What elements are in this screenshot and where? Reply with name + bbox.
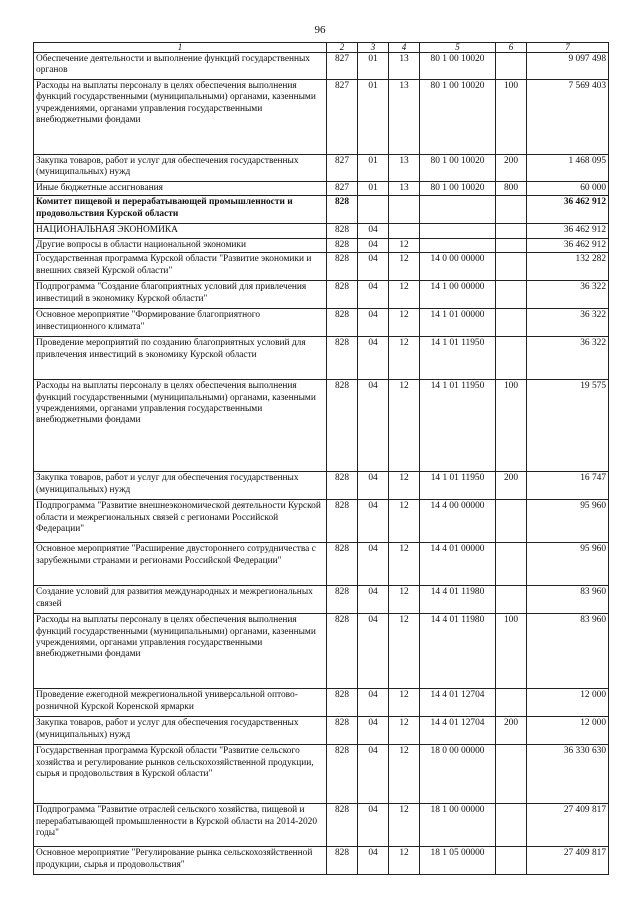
table-row: [34, 253, 609, 281]
row-name: Другие вопросы в области национальной экономики: [34, 238, 327, 252]
row-ved: 828: [327, 472, 358, 500]
row-amount: 60 000: [527, 182, 609, 196]
row-section: 04: [358, 689, 389, 717]
row-ved: 828: [327, 717, 358, 745]
row-subsection: 13: [389, 182, 420, 196]
table-row: [34, 281, 609, 309]
table-row: [34, 689, 609, 717]
row-ved: 828: [327, 196, 358, 224]
row-amount: 95 960: [527, 500, 609, 543]
row-ved: 828: [327, 847, 358, 875]
row-subsection: 12: [389, 337, 420, 380]
row-ved: 828: [327, 689, 358, 717]
row-expense-type: [496, 847, 527, 875]
row-amount: 95 960: [527, 543, 609, 586]
row-name: Государственная программа Курской области "Развитие экономики и внешних связей Курской области": [34, 253, 327, 281]
row-amount: 19 575: [527, 380, 609, 472]
row-subsection: 12: [389, 717, 420, 745]
row-target-article: 80 1 00 10020: [420, 80, 496, 155]
row-subsection: 12: [389, 614, 420, 689]
row-target-article: 18 1 05 00000: [420, 847, 496, 875]
row-subsection: 12: [389, 380, 420, 472]
row-ved: 828: [327, 309, 358, 337]
row-ved: 828: [327, 238, 358, 252]
row-section: 04: [358, 472, 389, 500]
row-target-article: 14 4 01 12704: [420, 717, 496, 745]
row-expense-type: [496, 281, 527, 309]
table-row: [34, 337, 609, 380]
row-amount: 1 468 095: [527, 155, 609, 182]
column-number-row: [34, 43, 609, 53]
row-section: 04: [358, 253, 389, 281]
row-section: 04: [358, 717, 389, 745]
row-expense-type: [496, 689, 527, 717]
row-section: 04: [358, 847, 389, 875]
row-expense-type: [496, 224, 527, 238]
row-target-article: 14 0 00 00000: [420, 253, 496, 281]
row-ved: 828: [327, 281, 358, 309]
row-amount: 36 462 912: [527, 196, 609, 224]
row-name: Создание условий для развития международных и межрегиональных связей: [34, 586, 327, 614]
row-target-article: 80 1 00 10020: [420, 155, 496, 182]
row-name: Подпрограмма "Создание благоприятных условий для привлечения инвестиций в экономику Курской области": [34, 281, 327, 309]
row-section: 01: [358, 155, 389, 182]
row-ved: 828: [327, 614, 358, 689]
column-header: 3: [358, 43, 389, 53]
row-ved: 827: [327, 53, 358, 80]
row-subsection: 12: [389, 472, 420, 500]
row-name: Закупка товаров, работ и услуг для обеспечения государственных (муниципальных) нужд: [34, 472, 327, 500]
row-amount: 27 409 817: [527, 804, 609, 847]
table-row: [34, 614, 609, 689]
row-target-article: 14 1 01 11950: [420, 337, 496, 380]
row-amount: 36 330 630: [527, 745, 609, 804]
row-amount: 9 097 498: [527, 53, 609, 80]
row-ved: 828: [327, 380, 358, 472]
row-amount: 83 960: [527, 586, 609, 614]
row-ved: 828: [327, 586, 358, 614]
row-amount: 12 000: [527, 689, 609, 717]
row-target-article: [420, 196, 496, 224]
row-target-article: 14 4 01 11980: [420, 614, 496, 689]
row-section: 01: [358, 80, 389, 155]
row-expense-type: [496, 745, 527, 804]
row-amount: 16 747: [527, 472, 609, 500]
row-expense-type: [496, 53, 527, 80]
row-section: 04: [358, 804, 389, 847]
row-target-article: 14 1 01 00000: [420, 309, 496, 337]
column-header: 5: [420, 43, 496, 53]
column-header: 4: [389, 43, 420, 53]
column-header: 1: [34, 43, 327, 53]
row-section: 04: [358, 238, 389, 252]
row-amount: 36 322: [527, 309, 609, 337]
column-header: 6: [496, 43, 527, 53]
row-subsection: 12: [389, 804, 420, 847]
row-ved: 828: [327, 745, 358, 804]
row-name: Проведение ежегодной межрегиональной универсальной оптово-розничной Курской Коренской ярмарки: [34, 689, 327, 717]
row-ved: 828: [327, 500, 358, 543]
row-expense-type: 200: [496, 472, 527, 500]
page-number: 96: [314, 24, 326, 36]
row-amount: 36 462 912: [527, 238, 609, 252]
column-header: 7: [527, 43, 609, 53]
row-section: 04: [358, 614, 389, 689]
row-expense-type: [496, 238, 527, 252]
row-name: Подпрограмма "Развитие отраслей сельского хозяйства, пищевой и перерабатывающей промышленности в Курской области на 2014-2020 годы": [34, 804, 327, 847]
row-target-article: 14 4 01 00000: [420, 543, 496, 586]
row-ved: 828: [327, 224, 358, 238]
row-section: [358, 196, 389, 224]
row-target-article: [420, 238, 496, 252]
row-name: НАЦИОНАЛЬНАЯ ЭКОНОМИКА: [34, 224, 327, 238]
row-name: Расходы на выплаты персоналу в целях обеспечения выполнения функций государственными (муниципальными) органами, казенными учреждениями, органами управления государственными внебюджетными фондами: [34, 614, 327, 689]
row-subsection: 12: [389, 309, 420, 337]
row-target-article: 14 4 00 00000: [420, 500, 496, 543]
row-ved: 827: [327, 80, 358, 155]
row-subsection: [389, 196, 420, 224]
row-target-article: 80 1 00 10020: [420, 53, 496, 80]
row-name: Расходы на выплаты персоналу в целях обеспечения выполнения функций государственными (муниципальными) органами, казенными учреждениями, органами управления государственными внебюджетными фондами: [34, 80, 327, 155]
row-target-article: [420, 224, 496, 238]
row-name: Иные бюджетные ассигнования: [34, 182, 327, 196]
row-subsection: 13: [389, 80, 420, 155]
row-amount: 7 569 403: [527, 80, 609, 155]
row-name: Государственная программа Курской области "Развитие сельского хозяйства и регулирование рынков сельскохозяйственной продукции, сырья и продовольствия в Курской области": [34, 745, 327, 804]
row-expense-type: 100: [496, 80, 527, 155]
row-target-article: 18 0 00 00000: [420, 745, 496, 804]
row-amount: 83 960: [527, 614, 609, 689]
table-row: [34, 543, 609, 586]
row-ved: 827: [327, 155, 358, 182]
row-subsection: 12: [389, 281, 420, 309]
row-name: Подпрограмма "Развитие внешнеэкономической деятельности Курской области и межрегиональных связей с регионами Российской Федерации": [34, 500, 327, 543]
table-row: [34, 745, 609, 804]
row-section: 04: [358, 543, 389, 586]
table-row: [34, 182, 609, 196]
row-section: 04: [358, 224, 389, 238]
row-name: Основное мероприятие "Формирование благоприятного инвестиционного климата": [34, 309, 327, 337]
row-section: 01: [358, 182, 389, 196]
row-ved: 828: [327, 543, 358, 586]
row-target-article: 14 1 00 00000: [420, 281, 496, 309]
budget-table: [33, 42, 609, 875]
row-target-article: 14 4 01 12704: [420, 689, 496, 717]
row-target-article: 18 1 00 00000: [420, 804, 496, 847]
table-row: [34, 804, 609, 847]
row-ved: 828: [327, 337, 358, 380]
table-row: [34, 224, 609, 238]
row-amount: 12 000: [527, 717, 609, 745]
row-name: Закупка товаров, работ и услуг для обеспечения государственных (муниципальных) нужд: [34, 717, 327, 745]
row-ved: 828: [327, 804, 358, 847]
row-expense-type: 100: [496, 380, 527, 472]
table-row: [34, 196, 609, 224]
row-section: 01: [358, 53, 389, 80]
row-name: Закупка товаров, работ и услуг для обеспечения государственных (муниципальных) нужд: [34, 155, 327, 182]
row-expense-type: [496, 500, 527, 543]
row-name: Расходы на выплаты персоналу в целях обеспечения выполнения функций государственными (муниципальными) органами, казенными учреждениями, органами управления государственными внебюджетными фондами: [34, 380, 327, 472]
table-row: [34, 717, 609, 745]
row-amount: 132 282: [527, 253, 609, 281]
table-row: [34, 309, 609, 337]
row-expense-type: 200: [496, 717, 527, 745]
row-expense-type: [496, 543, 527, 586]
row-subsection: 12: [389, 238, 420, 252]
table-row: [34, 53, 609, 80]
row-subsection: 13: [389, 53, 420, 80]
table-row: [34, 472, 609, 500]
row-subsection: 12: [389, 543, 420, 586]
row-expense-type: [496, 337, 527, 380]
table-row: [34, 847, 609, 875]
row-expense-type: 200: [496, 155, 527, 182]
row-section: 04: [358, 380, 389, 472]
row-ved: 827: [327, 182, 358, 196]
table-row: [34, 80, 609, 155]
row-subsection: 12: [389, 689, 420, 717]
row-section: 04: [358, 500, 389, 543]
table-row: [34, 238, 609, 252]
row-target-article: 80 1 00 10020: [420, 182, 496, 196]
row-amount: 36 322: [527, 337, 609, 380]
row-section: 04: [358, 586, 389, 614]
table-row: [34, 380, 609, 472]
table-row: [34, 586, 609, 614]
row-expense-type: [496, 253, 527, 281]
column-header: 2: [327, 43, 358, 53]
table-row: [34, 500, 609, 543]
row-expense-type: [496, 196, 527, 224]
row-name: Проведение мероприятий по созданию благоприятных условий для привлечения инвестиций в экономику Курской области: [34, 337, 327, 380]
row-expense-type: 100: [496, 614, 527, 689]
row-subsection: 13: [389, 155, 420, 182]
row-name: Основное мероприятие "Расширение двустороннего сотрудничества с зарубежными странами и регионами Российской Федерации": [34, 543, 327, 586]
row-expense-type: [496, 309, 527, 337]
row-subsection: 12: [389, 745, 420, 804]
row-expense-type: [496, 586, 527, 614]
row-target-article: 14 4 01 11980: [420, 586, 496, 614]
row-amount: 36 322: [527, 281, 609, 309]
row-subsection: 12: [389, 500, 420, 543]
row-name: Комитет пищевой и перерабатывающей промышленности и продовольствия Курской области: [34, 196, 327, 224]
row-amount: 27 409 817: [527, 847, 609, 875]
row-subsection: 12: [389, 847, 420, 875]
row-subsection: 12: [389, 586, 420, 614]
row-name: Обеспечение деятельности и выполнение функций государственных органов: [34, 53, 327, 80]
row-target-article: 14 1 01 11950: [420, 380, 496, 472]
row-subsection: [389, 224, 420, 238]
row-expense-type: 800: [496, 182, 527, 196]
row-section: 04: [358, 745, 389, 804]
row-subsection: 12: [389, 253, 420, 281]
row-expense-type: [496, 804, 527, 847]
row-section: 04: [358, 309, 389, 337]
row-target-article: 14 1 01 11950: [420, 472, 496, 500]
row-section: 04: [358, 337, 389, 380]
row-name: Основное мероприятие "Регулирование рынка сельскохозяйственной продукции, сырья и продовольствия": [34, 847, 327, 875]
row-ved: 828: [327, 253, 358, 281]
row-amount: 36 462 912: [527, 224, 609, 238]
row-section: 04: [358, 281, 389, 309]
table-row: [34, 155, 609, 182]
